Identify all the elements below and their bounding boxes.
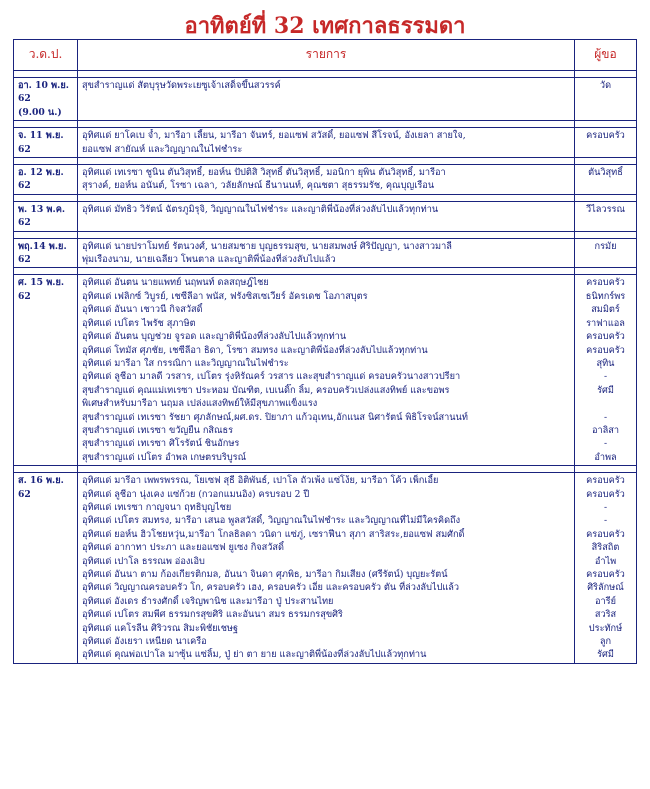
intention-line: สุขสำราญแด่ เทเรซา ขวัญยืน กสิณธร: [82, 424, 234, 436]
intention-line: อุทิศแด่ คุณพ่อเปาโล มาซุ้น แซ่ลิ้ม, ปู่ ย่า ตา ยาย และญาติพี่น้องที่ล่วงลับไปแล้วทุกท่าน: [82, 649, 427, 661]
date-text: พ. 13 พ.ค. 62: [18, 203, 66, 229]
donor-name: ราฟาแอล: [586, 317, 625, 329]
intention-line: สุขสำราญแด่ เทเรซา รัชยา ศุภลักษณ์,ผศ.ดร. ปิยาภา แก้วอุเทน,อักแนส นิศารัตน์ พิธิโรจน์สานนท์: [82, 411, 468, 423]
intention-line: สุขสำราญแด่ สัตบุรุษวัดพระเยซูเจ้าเสด็จขึ้นสวรรค์: [82, 80, 281, 91]
date-cell: [14, 201, 78, 231]
donor-name: สมมิตร์: [591, 304, 620, 316]
intention-line: อุทิศแด่ เปโตร สมพีศ ธรรมกรสุขศิริ และอันนา สมร ธรรมกรสุขศิริ: [82, 609, 343, 621]
intention-line: อุทิศแด่ มารีอา ใส กรรณิกา และวิญญาณในไฟชำระ: [82, 357, 289, 369]
intention-line: อุทิศแด่ มัทธิว วิรัตน์ ฉัตรภูมิรุจิ, วิญญาณในไฟชำระ และญาติพี่น้องที่ล่วงลับไปแล้วทุกท่าน: [82, 203, 439, 215]
intentions-cell: [78, 275, 575, 466]
date-text: พฤ.14 พ.ย. 62: [18, 240, 67, 266]
donor-cell: [575, 128, 637, 158]
intentions-cell: [78, 201, 575, 231]
donor-name: อารีย์: [595, 595, 616, 607]
donor-name: [579, 397, 632, 410]
donor-cell: [575, 201, 637, 231]
intention-line: สุขสำราญแด่ คุณแม่เทเรซา ประหอม บัณฑิต, เบเนดิ๊ก ลิ้ม, ครอบครัวเปล่งแสงทิพย์ และขอพร: [82, 384, 450, 396]
intention-line: อุทิศแด่ อังเดร ธำรงศักดิ์ เจริญพานิช และมารีอา ปู่ ประสานไทย: [82, 595, 334, 607]
intention-line: อุทิศแด่ อันนา ตาม ก้องเกียรติกมล, อันนา จินดา ศุภพิธ, มารีอา กิมเสียง (ศรีรัตน์) บุญยะรัตน์: [82, 569, 448, 580]
date-cell: [14, 238, 78, 268]
donor-name: ครอบครัว: [586, 488, 625, 500]
donor-name: ครอบครัว: [586, 277, 625, 289]
row-spacer: [14, 158, 637, 165]
donor-name: รัศมี: [597, 384, 614, 396]
date-text: (9.00 น.): [18, 106, 62, 118]
intention-line: ยอแซฟ สายัณห์ และวิญญาณในไฟชำระ: [82, 143, 243, 155]
donor-name: ครอบครัว: [586, 331, 625, 343]
intention-line: อุทิศแด่ อากาทา ประภา และยอแซฟ ยูเซง กิจสวัสดิ์: [82, 542, 285, 554]
date-text: ศ. 15 พ.ย. 62: [18, 277, 65, 302]
donor-cell: [575, 165, 637, 195]
row-spacer: [14, 268, 637, 275]
donor-name: สวริส: [594, 609, 617, 621]
intentions-cell: [78, 165, 575, 195]
row-spacer: [14, 121, 637, 128]
row-spacer: [14, 231, 637, 238]
row-spacer: [14, 194, 637, 201]
donor-name: ครอบครัว: [586, 528, 625, 540]
table-row: [14, 275, 637, 466]
donor-name: ครอบครัว: [586, 130, 625, 142]
table-row: [14, 473, 637, 664]
donor-name: อาลิสา: [591, 424, 620, 436]
donor-name: กรมัย: [594, 240, 617, 252]
table-row: [14, 78, 637, 121]
table-row: [14, 128, 637, 158]
date-cell: [14, 165, 78, 195]
date-cell: [14, 473, 78, 664]
row-spacer: [14, 466, 637, 473]
intentions-cell: [78, 78, 575, 121]
mass-intentions-table: [13, 39, 637, 664]
intention-line: อุทิศแด่ เทเรซา กาญจนา ฤทธิบุญไชย: [82, 501, 232, 513]
header-date: ว.ด.ป.: [14, 40, 78, 71]
row-spacer: [14, 71, 637, 78]
donor-name: อำไพ: [594, 555, 617, 567]
donor-name: ครอบครัว: [586, 344, 625, 356]
page-title: อาทิตย์ที่ 32 เทศกาลธรรมดา: [184, 13, 466, 39]
intention-line: อุทิศแด่ เฟลิกซ์ วิบูรย์, เชซีลีอา พนัส, ฟรังซิสเซเวียร์ อัครเดช โอภาสบุตร: [82, 290, 368, 302]
intention-line: อุทิศแด่ อันตน บุญช่วย จูรอด และญาติพี่น้องที่ล่วงลับไปแล้วทุกท่าน: [82, 331, 347, 343]
intention-line: อุทิศแด่ ยอห์น ฮิวโชยหวุ่น,มารีอา โกลธิลดา วนิดา แซ่ภู่, เซราฟีนา สุภา สาริสระ,ยอแซฟ สมศักดิ์: [82, 528, 465, 540]
intention-line: สุรางค์, ยอห์น อนันต์, โรซา เฉลา, วลัยลักษณ์ ธีนานนท์, คุณชตา สุธรรมรัช, คุณบุญเรือน: [82, 180, 435, 192]
donor-name: -: [603, 438, 608, 450]
intention-line: อุทิศแด่ แคโรลีน ศิริวรณ สิมะพิชัยเชษฐ: [82, 622, 239, 634]
donor-name: ศิริลักษณ์: [587, 582, 624, 594]
donor-name: สุทิน: [596, 357, 615, 369]
date-cell: [14, 128, 78, 158]
date-cell: [14, 78, 78, 121]
intentions-cell: [78, 238, 575, 268]
intention-line: พุ่มเรืองนาม, นายเฉลียว โพนตาล และญาติพี่น้องที่ล่วงลับไปแล้ว: [82, 254, 336, 266]
intention-line: พิเศษสำหรับมารีอา นฤมล เปล่งแสงทิพย์ให้มีสุขภาพแข็งแรง: [82, 398, 318, 410]
donor-name: อำพล: [594, 451, 617, 463]
date-text: จ. 11 พ.ย. 62: [18, 130, 64, 155]
intention-line: อุทิศแด่ อังเยรา เหนียด นาเครือ: [82, 636, 207, 648]
intention-line: อุทิศแด่ วิญญาณครอบครัว โก, ครอบครัว เฮง, ครอบครัว เอี่ย และครอบครัว ตัน ที่ล่วงลับไปแล้ว: [82, 582, 460, 594]
donor-name: ครอบครัว: [586, 569, 625, 580]
table-header-row: [14, 40, 637, 71]
donor-name: -: [603, 411, 608, 423]
donor-cell: [575, 238, 637, 268]
donor-cell: [575, 78, 637, 121]
intentions-cell: [78, 473, 575, 664]
table-row: [14, 201, 637, 231]
donor-name: ธนิทกร์พร: [585, 290, 626, 302]
date-text: อา. 10 พ.ย. 62: [18, 80, 69, 105]
intention-line: อุทิศแด่ ลูชีอา มาลดี วรสาร, เปโตร รุ่งหิรัณคร์ วรสาร และสุขสำราญแด่ ครอบครัวนางสาวปรียา: [82, 371, 461, 383]
donor-name: รัศมี: [597, 649, 614, 661]
intention-line: อุทิศแด่ ยาโคเบ จ้ำ, มารีอา เลี้ยน, มารีอา จันทร์, ยอแซฟ สวัสดิ์, ยอแซฟ สีโรจน์, อังเยลา สายใจ,: [82, 130, 466, 142]
table-row: [14, 165, 637, 195]
header-donor: ผู้ขอ: [575, 40, 637, 71]
donor-name: สิริสถิต: [591, 542, 620, 554]
date-text: อ. 12 พ.ย. 62: [18, 167, 64, 192]
intention-line: สุขสำราญแด่ เปโตร อำพล เกษตรบริบูรณ์: [82, 451, 247, 463]
intention-line: อุทิศแด่ เทเรซา ชูนิน ตันวิสุทธิ์, ยอห์น ปัปติสิ วิสุทธิ์ ตันวิสุทธิ์, มอนิกา ยุพิน ตันวิสุทธิ์, มารีอา: [82, 167, 446, 179]
date-cell: [14, 275, 78, 466]
date-text: ส. 16 พ.ย. 62: [18, 475, 64, 500]
intention-line: อุทิศแด่ โทมัส ศุภชัย, เชซีลีอา ธิดา, โรซา สมทรง และญาติพี่น้องที่ล่วงลับไปแล้วทุกท่าน: [82, 344, 428, 356]
donor-name: วัด: [599, 80, 612, 91]
donor-name: ตันวิสุทธิ์: [588, 167, 623, 179]
donor-cell: [575, 275, 637, 466]
donor-cell: [575, 473, 637, 664]
intention-line: อุทิศแด่ มารีอา เพพรพรรณ, โยเซฟ สุธี อิติพันธ์, เปาโล ถัวเพ้ง แซ่โง้ย, มารีอา โค้ว เพ็กเอี้ย: [82, 475, 439, 487]
intention-line: อุทิศแด่ เปโตร ไพรัช สุภาษิต: [82, 317, 196, 329]
donor-name: -: [603, 501, 608, 513]
donor-name: -: [603, 515, 608, 527]
donor-name: ลูก: [599, 636, 612, 648]
intention-line: อุทิศแด่ อันตน นายแพทย์ นฤพนท์ ดลสฤษฎ์ไชย: [82, 277, 269, 289]
donor-name: -: [603, 371, 608, 383]
intention-line: สุขสำราญแด่ เทเรซา ศิโรรัตน์ ชินอักษร: [82, 438, 240, 450]
intention-line: อุทิศแด่ อันนา เชาวนี กิจสวัสดิ์: [82, 304, 203, 316]
intention-line: อุทิศแด่ ลูชีอา นุ่งเคง แซ่ก้วย (กวอกแมนอิง) ครบรอบ 2 ปี: [82, 488, 310, 500]
intention-line: อุทิศแด่ นายปราโมทย์ รัตนวงศ์, นายสมชาย บุญธรรมสุข, นายสมพงษ์ ศิริปัญญา, นางสาวมาลี: [82, 240, 452, 252]
donor-name: วีไลวรรณ: [586, 203, 625, 215]
intention-line: อุทิศแด่ เปาโล ธรรณพ อ่องเอิบ: [82, 555, 205, 567]
header-items: รายการ: [78, 40, 575, 71]
table-row: [14, 238, 637, 268]
donor-name: ครอบครัว: [586, 475, 625, 487]
intentions-cell: [78, 128, 575, 158]
donor-name: ประทักษ์: [588, 622, 623, 634]
intention-line: อุทิศแด่ เปโตร สมทรง, มารีอา เสนอ พูลสวัสดิ์, วิญญาณในไฟชำระ และวิญญาณที่ไม่มีใครคิดถึง: [82, 515, 461, 527]
